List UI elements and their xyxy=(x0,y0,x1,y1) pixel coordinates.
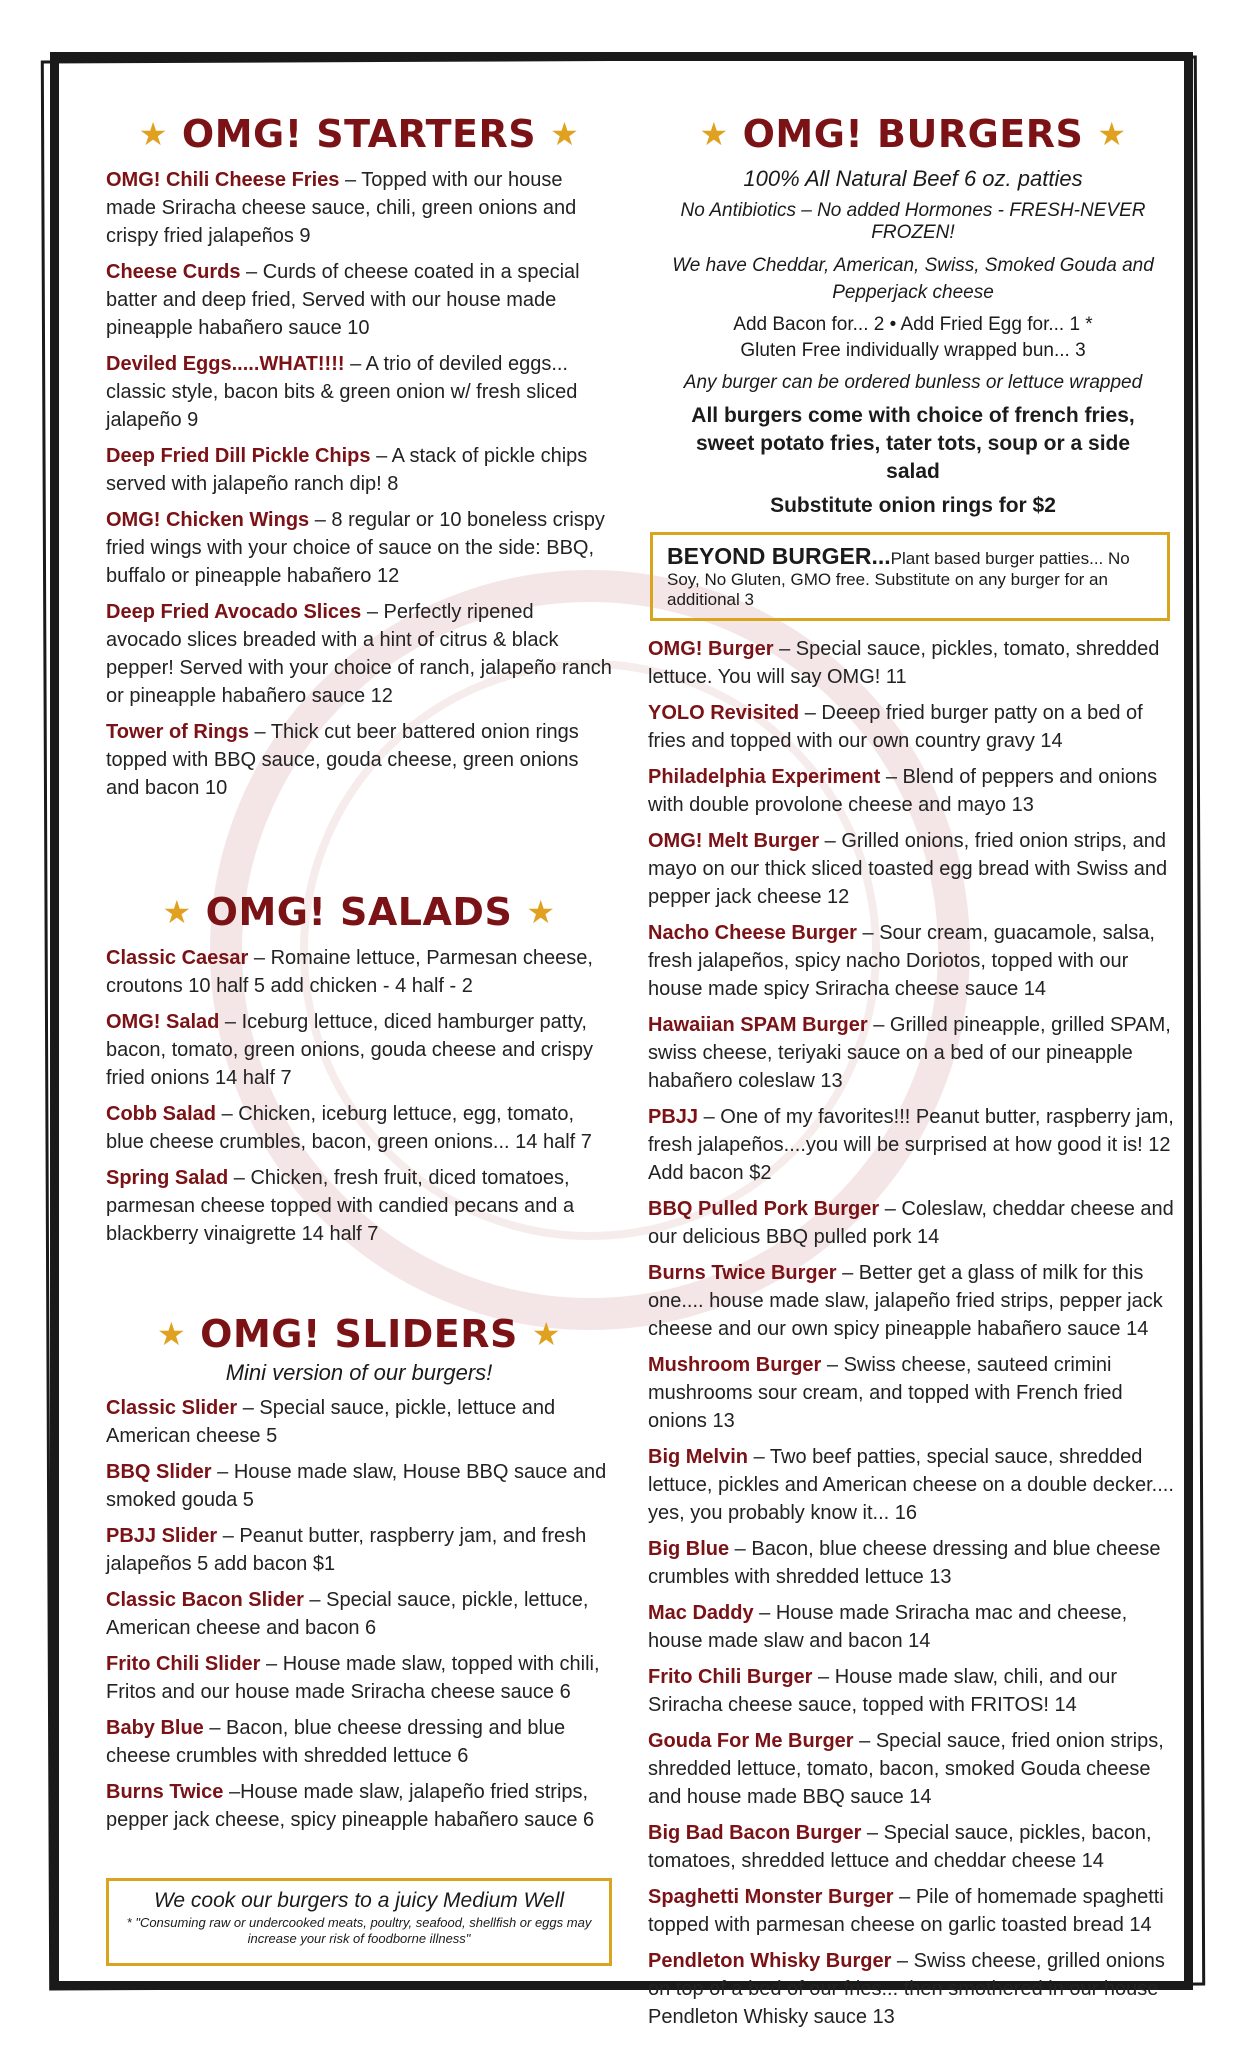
menu-item-description: – House made slaw, House BBQ sauce and smoked gouda 5 xyxy=(106,1461,607,1511)
menu-item xyxy=(106,1522,612,1578)
menu-item xyxy=(106,1164,612,1248)
menu-item-description: – Grilled onions, fried onion strips, and mayo on our thick sliced toasted egg bread with Swiss and pepper jack cheese 12 xyxy=(648,830,1168,908)
menu-item-description: – Peanut butter, raspberry jam, and fresh jalapeños 5 add bacon $1 xyxy=(106,1525,587,1575)
menu-item-name: PBJJ xyxy=(648,1106,699,1128)
menu-item-name: Baby Blue xyxy=(106,1717,204,1739)
menu-item-name: OMG! Melt Burger xyxy=(648,830,820,852)
menu-item-name: OMG! Salad xyxy=(106,1011,220,1033)
menu-item-description: – A stack of pickle chips served with jalapeño ranch dip! 8 xyxy=(106,445,588,495)
menu-item xyxy=(648,635,1178,691)
menu-item xyxy=(648,1727,1178,1811)
salads-title: OMG! SALADS xyxy=(205,890,513,934)
menu-item-name: Pendleton Whisky Burger xyxy=(648,1950,892,1972)
menu-item-name: PBJJ Slider xyxy=(106,1525,218,1547)
menu-item-name: Mushroom Burger xyxy=(648,1354,822,1376)
menu-item-description: – Swiss cheese, sauteed crimini mushrooms sour cream, and topped with French fried onions 13 xyxy=(648,1354,1123,1432)
menu-item-description: – Curds of cheese coated in a special batter and deep fried, Served with our house made pineapple habañero sauce 10 xyxy=(106,261,580,339)
menu-item xyxy=(648,1443,1178,1527)
menu-item-description: – Special sauce, pickles, tomato, shredded lettuce. You will say OMG! 11 xyxy=(648,638,1160,688)
star-icon: ★ xyxy=(156,1315,187,1353)
menu-item-name: BBQ Slider xyxy=(106,1461,212,1483)
menu-item xyxy=(106,442,612,498)
menu-item-name: Mac Daddy xyxy=(648,1602,754,1624)
menu-item xyxy=(106,1714,612,1770)
star-icon: ★ xyxy=(138,115,168,153)
menu-item-name: Spaghetti Monster Burger xyxy=(648,1886,894,1908)
menu-item-name: Hawaiian SPAM Burger xyxy=(648,1014,868,1036)
menu-item xyxy=(106,506,612,590)
menu-item xyxy=(106,1586,612,1642)
menu-item xyxy=(648,1351,1178,1435)
salads-list xyxy=(106,944,612,1248)
menu-item xyxy=(648,1663,1178,1719)
menu-item-description: – Iceburg lettuce, diced hamburger patty, bacon, tomato, green onions, gouda cheese and crispy fried onions 14 half 7 xyxy=(106,1011,593,1089)
section-title xyxy=(106,890,612,934)
beyond-burger-body: Plant based burger patties... No Soy, No Gluten, GMO free. Substitute on any burger for an additional 3 xyxy=(667,549,1130,609)
menu-item-description: – Pile of homemade spaghetti topped with parmesan cheese on garlic toasted bread 14 xyxy=(648,1886,1164,1936)
onion-rings-line: Substitute onion rings for $2 xyxy=(770,494,1056,517)
menu-item xyxy=(648,1883,1178,1939)
menu-item xyxy=(106,258,612,342)
menu-item-description: – Coleslaw, cheddar cheese and our delicious BBQ pulled pork 14 xyxy=(648,1198,1174,1248)
menu-item-description: – Thick cut beer battered onion rings topped with BBQ sauce, gouda cheese, green onions and bacon 10 xyxy=(106,721,579,799)
beef-line: 100% All Natural Beef 6 oz. patties xyxy=(743,166,1083,191)
menu-item-description: – House made slaw, chili, and our Sriracha cheese sauce, topped with FRITOS! 14 xyxy=(648,1666,1118,1716)
menu-item-description: –House made slaw, jalapeño fried strips, pepper jack cheese, spicy pineapple habañero sauce 6 xyxy=(106,1781,595,1831)
menu-item-description: – Perfectly ripened avocado slices breaded with a hint of citrus & black pepper! Served with your choice of ranch, jalapeño ranch or pineapple habañero sauce 12 xyxy=(106,601,612,707)
section-title xyxy=(106,1312,612,1356)
no-antibiotics-line: No Antibiotics – No added Hormones - FRESH-NEVER FROZEN! xyxy=(680,200,1146,243)
salads-section xyxy=(106,890,612,1256)
sliders-section xyxy=(106,1312,612,1842)
cook-note-box xyxy=(106,1878,612,1966)
menu-item-description: – Special sauce, fried onion strips, shredded lettuce, tomato, bacon, smoked Gouda cheese and house made BBQ sauce 14 xyxy=(648,1730,1164,1808)
menu-item-description: – House made Sriracha mac and cheese, house made slaw and bacon 14 xyxy=(648,1602,1128,1652)
menu-item-description: – Swiss cheese, grilled onions on top of a bed of our fries... then smothered in our house Pendleton Whisky sauce 13 xyxy=(648,1950,1165,2028)
bunless-line: Any burger can be ordered bunless or lettuce wrapped xyxy=(683,372,1143,393)
menu-item-description: – Sour cream, guacamole, salsa, fresh jalapeños, spicy nacho Doriotos, topped with our house made spicy Sriracha cheese sauce 14 xyxy=(648,922,1155,1000)
menu-item-name: Cobb Salad xyxy=(106,1103,217,1125)
menu-item-description: – A trio of deviled eggs... classic style, bacon bits & green onion w/ fresh sliced jalapeño 9 xyxy=(106,353,578,431)
menu-item-description: – 8 regular or 10 boneless crispy fried wings with your choice of sauce on the side: BBQ, buffalo or pineapple habañero 12 xyxy=(106,509,605,587)
menu-item-description: – House made slaw, topped with chili, Fritos and our house made Sriracha cheese sauce 6 xyxy=(106,1653,600,1703)
menu-item xyxy=(106,1650,612,1706)
burgers-title: OMG! BURGERS xyxy=(742,112,1084,156)
menu-item-name: Frito Chili Burger xyxy=(648,1666,813,1688)
menu-item xyxy=(648,699,1178,755)
star-icon: ★ xyxy=(526,893,556,931)
menu-item xyxy=(106,1458,612,1514)
menu-item-description: – Topped with our house made Sriracha cheese sauce, chili, green onions and crispy fried jalapeños 9 xyxy=(106,169,577,247)
sliders-title: OMG! SLIDERS xyxy=(200,1312,518,1356)
menu-item xyxy=(648,1947,1178,2031)
menu-item-name: OMG! Chicken Wings xyxy=(106,509,310,531)
menu-item-name: Deviled Eggs.....WHAT!!!! xyxy=(106,353,345,375)
menu-item-name: Nacho Cheese Burger xyxy=(648,922,857,944)
starters-section xyxy=(106,112,612,810)
star-icon: ★ xyxy=(162,893,192,931)
menu-item-description: – Chicken, iceburg lettuce, egg, tomato, blue cheese crumbles, bacon, green onions... 14 half 7 xyxy=(106,1103,592,1153)
menu-item xyxy=(648,1195,1178,1251)
menu-item-name: Classic Slider xyxy=(106,1397,238,1419)
menu-item xyxy=(106,598,612,710)
menu-item xyxy=(106,1394,612,1450)
menu-item-description: – Special sauce, pickle, lettuce, American cheese and bacon 6 xyxy=(106,1589,589,1639)
addons-line: Add Bacon for... 2 • Add Fried Egg for... 1 * xyxy=(733,314,1093,335)
starters-list xyxy=(106,166,612,802)
menu-item xyxy=(106,350,612,434)
star-icon: ★ xyxy=(550,115,580,153)
menu-item-description: – Grilled pineapple, grilled SPAM, swiss cheese, teriyaki sauce on a bed of our pineapple habañero coleslaw 13 xyxy=(648,1014,1171,1092)
beyond-burger-box xyxy=(650,532,1170,621)
menu-item-name: Tower of Rings xyxy=(106,721,249,743)
cheeses-line: We have Cheddar, American, Swiss, Smoked Gouda and Pepperjack cheese xyxy=(672,255,1154,303)
menu-item-description: – Two beef patties, special sauce, shredded lettuce, pickles and American cheese on a double decker.... yes, you probably know it... 16 xyxy=(648,1446,1174,1524)
burgers-section xyxy=(648,112,1178,2039)
star-icon: ★ xyxy=(531,1315,562,1353)
menu-item-description: – Deeep fried burger patty on a bed of fries and topped with our own country gravy 14 xyxy=(648,702,1143,752)
menu-item-name: Deep Fried Avocado Slices xyxy=(106,601,362,623)
star-icon: ★ xyxy=(699,115,729,153)
menu-item xyxy=(106,1778,612,1834)
section-title xyxy=(648,112,1178,156)
starters-title: OMG! STARTERS xyxy=(181,112,537,156)
menu-item xyxy=(106,718,612,802)
menu-item-description: – Romaine lettuce, Parmesan cheese, croutons 10 half 5 add chicken - 4 half - 2 xyxy=(106,947,593,997)
menu-item-name: Spring Salad xyxy=(106,1167,229,1189)
menu-item-name: Classic Bacon Slider xyxy=(106,1589,304,1611)
menu-item-name: Big Bad Bacon Burger xyxy=(648,1822,862,1844)
menu-item-name: OMG! Chili Cheese Fries xyxy=(106,169,340,191)
menu-item xyxy=(648,763,1178,819)
cook-note-headline: We cook our burgers to a juicy Medium Well xyxy=(153,1889,565,1912)
menu-item-name: Classic Caesar xyxy=(106,947,249,969)
menu-item xyxy=(648,1819,1178,1875)
menu-item-name: Deep Fried Dill Pickle Chips xyxy=(106,445,371,467)
menu-item-description: – Blend of peppers and onions with double provolone cheese and mayo 13 xyxy=(648,766,1158,816)
star-icon: ★ xyxy=(1097,115,1127,153)
menu-item xyxy=(106,166,612,250)
gluten-free-line: Gluten Free individually wrapped bun... 3 xyxy=(740,340,1086,361)
menu-item xyxy=(648,1011,1178,1095)
menu-item xyxy=(648,1259,1178,1343)
sliders-subtitle: Mini version of our burgers! xyxy=(225,1360,493,1385)
menu-item-description: – Special sauce, pickles, bacon, tomatoes, shredded lettuce and cheddar cheese 14 xyxy=(648,1822,1152,1872)
menu-item-description: – One of my favorites!!! Peanut butter, raspberry jam, fresh jalapeños....you will be surprised at how good it is! 12 Add bacon $2 xyxy=(648,1106,1174,1184)
menu-item xyxy=(648,827,1178,911)
menu-item xyxy=(648,1103,1178,1187)
foodborne-disclaimer: * "Consuming raw or undercooked meats, poultry, seafood, shellfish or eggs may increase your risk of foodborne illness" xyxy=(126,1915,592,1946)
menu-item-name: OMG! Burger xyxy=(648,638,774,660)
menu-item-name: Philadelphia Experiment xyxy=(648,766,881,788)
menu-item xyxy=(648,1535,1178,1591)
menu-item-name: BBQ Pulled Pork Burger xyxy=(648,1198,880,1220)
menu-item-description: – Better get a glass of milk for this one.... house made slaw, jalapeño fried strips, pepper jack cheese and our own spicy pineapple habañero sauce 14 xyxy=(648,1262,1163,1340)
menu-item-name: Frito Chili Slider xyxy=(106,1653,261,1675)
burgers-list xyxy=(648,635,1178,2031)
menu-item-name: YOLO Revisited xyxy=(648,702,800,724)
menu-item-name: Big Melvin xyxy=(648,1446,749,1468)
sides-line: All burgers come with choice of french fries, sweet potato fries, tater tots, soup or a side salad xyxy=(691,404,1135,483)
menu-item-description: – Bacon, blue cheese dressing and blue cheese crumbles with shredded lettuce 6 xyxy=(106,1717,566,1767)
menu-item-name: Cheese Curds xyxy=(106,261,241,283)
menu-item-name: Gouda For Me Burger xyxy=(648,1730,854,1752)
menu-item-name: Big Blue xyxy=(648,1538,730,1560)
section-title xyxy=(106,112,612,156)
menu-item-name: Burns Twice xyxy=(106,1781,224,1803)
sliders-list xyxy=(106,1394,612,1834)
menu-item-description: – Bacon, blue cheese dressing and blue cheese crumbles with shredded lettuce 13 xyxy=(648,1538,1161,1588)
beyond-burger-lead: BEYOND BURGER... xyxy=(667,543,891,569)
menu-item xyxy=(106,1008,612,1092)
menu-item-description: – Special sauce, pickle, lettuce and American cheese 5 xyxy=(106,1397,556,1447)
menu-item-name: Burns Twice Burger xyxy=(648,1262,837,1284)
menu-item xyxy=(106,1100,612,1156)
menu-item xyxy=(648,919,1178,1003)
menu-item xyxy=(648,1599,1178,1655)
menu-item-description: – Chicken, fresh fruit, diced tomatoes, parmesan cheese topped with candied pecans and a blackberry vinaigrette 14 half 7 xyxy=(106,1167,575,1245)
menu-item xyxy=(106,944,612,1000)
